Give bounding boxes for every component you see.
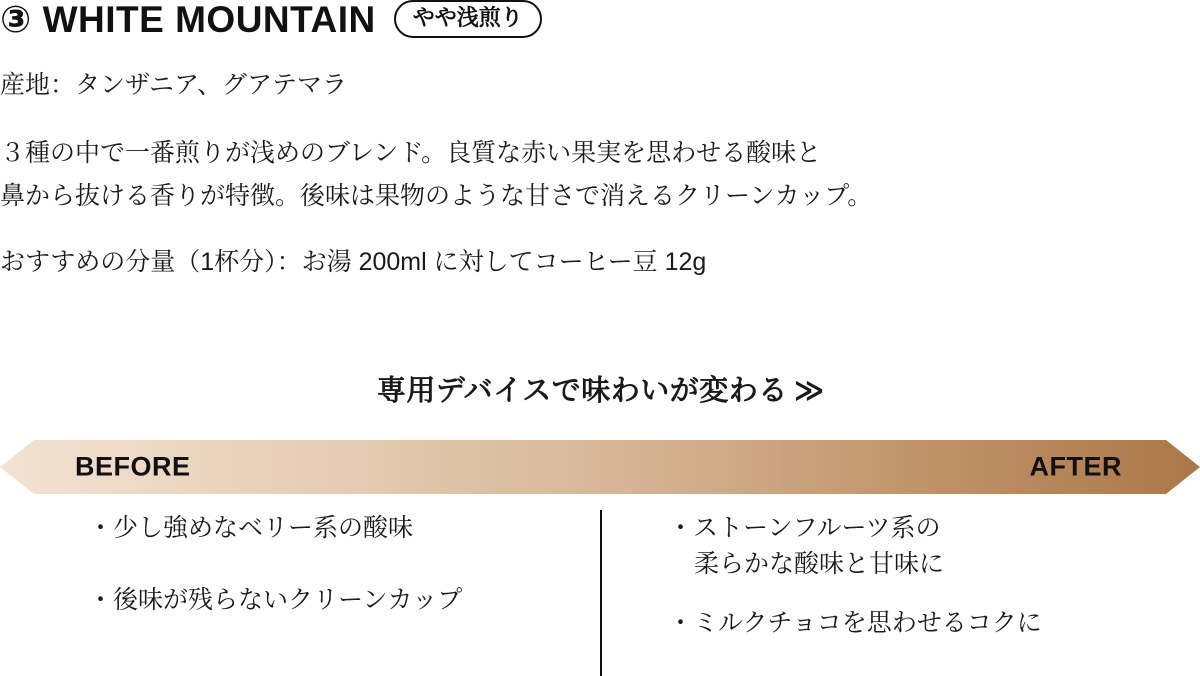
device-section-heading [0,368,1200,409]
after-column [668,510,1168,663]
origin-line: 産地：タンザニア、グアテマラ [0,71,348,99]
after-item-1 [668,510,1168,583]
product-name: WHITE MOUNTAIN [42,0,376,40]
after-item-1-line-2: 柔らかな酸味と甘味に [694,550,945,579]
after-label: AFTER [1029,451,1122,482]
before-item-1: ・少し強めなベリー系の酸味 [88,514,414,542]
product-number: ③ [0,0,32,40]
before-after-band [0,440,1200,494]
description-block [0,132,872,218]
description-line-2: 鼻から抜ける香りが特徴。後味は果物のような甘さで消えるクリーンカップ。 [0,182,873,210]
before-label: BEFORE [75,451,191,482]
page-title [0,0,542,38]
chevron-right-icon: ≫ [793,375,824,407]
device-heading-text: 専用デバイスで味わいが変わる [376,375,788,407]
after-item-2: ・ミルクチョコを思わせるコクに [668,608,1042,637]
comparison-columns [0,510,1200,676]
description-line-1: ３種の中で一番煎りが浅めのブレンド。良質な赤い果実を思わせる酸味と [0,139,822,167]
product-title [0,1,376,38]
after-item-1-line-1: ・ストーンフルーツ系の [668,514,941,542]
column-divider [600,510,602,676]
roast-level-badge: やや浅煎り [394,0,542,38]
before-item-2: ・後味が残らないクリーンカップ [88,586,463,615]
recommended-ratio-line: おすすめの分量（1杯分）：お湯 200ml に対してコーヒー豆 12g [0,248,707,276]
before-column [88,510,568,619]
